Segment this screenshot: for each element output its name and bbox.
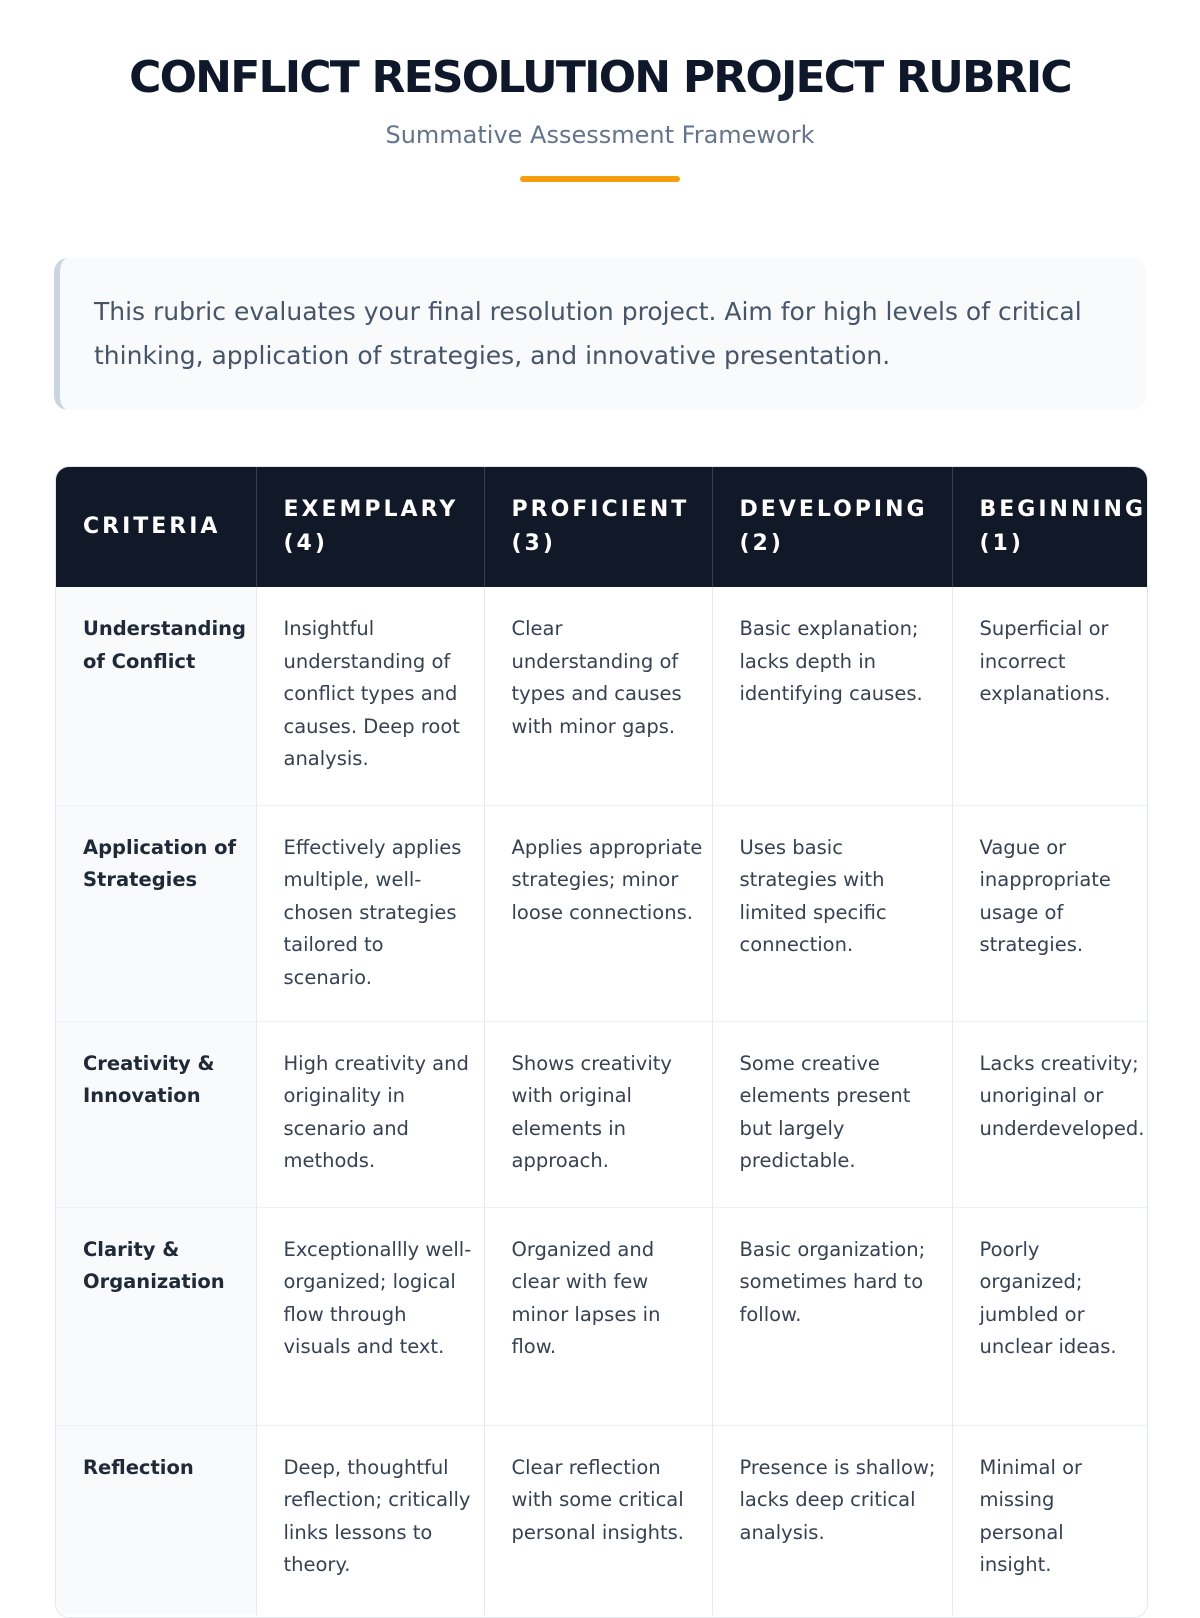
- title-accent-divider: [520, 176, 680, 182]
- intro-text: This rubric evaluates your final resolution project. Aim for high levels of critical thinking, application of strategies, and innovative presentation.: [94, 297, 1082, 370]
- beginning-cell: Lacks creativity; unoriginal or underdeveloped.: [952, 1021, 1147, 1207]
- beginning-cell: Superficial or incorrect explanations.: [952, 587, 1147, 805]
- column-header-criteria: CRITERIA: [56, 467, 256, 587]
- rubric-table-container: [55, 466, 1148, 1618]
- proficient-cell: Applies appropriate strategies; minor loose connections.: [484, 805, 712, 1021]
- proficient-cell: Shows creativity with original elements in approach.: [484, 1021, 712, 1207]
- table-row: [56, 805, 1147, 1021]
- rubric-table-body: [56, 587, 1147, 1615]
- developing-cell: Uses basic strategies with limited specific connection.: [712, 805, 952, 1021]
- column-header-beginning: BEGINNING (1): [952, 467, 1147, 587]
- proficient-cell: Organized and clear with few minor lapses in flow.: [484, 1207, 712, 1425]
- exemplary-cell: High creativity and originality in scenario and methods.: [256, 1021, 484, 1207]
- proficient-cell: Clear understanding of types and causes with minor gaps.: [484, 587, 712, 805]
- page-title: CONFLICT RESOLUTION PROJECT RUBRIC: [129, 52, 1071, 103]
- developing-cell: Presence is shallow; lacks deep critical analysis.: [712, 1425, 952, 1615]
- exemplary-cell: Deep, thoughtful reflection; critically links lessons to theory.: [256, 1425, 484, 1615]
- beginning-cell: Poorly organized; jumbled or unclear ideas.: [952, 1207, 1147, 1425]
- rubric-table: [56, 467, 1147, 1615]
- exemplary-cell: Effectively applies multiple, well-chosen strategies tailored to scenario.: [256, 805, 484, 1021]
- table-row: [56, 1425, 1147, 1615]
- criterion-cell: Creativity & Innovation: [56, 1021, 256, 1207]
- column-header-exemplary: EXEMPLARY (4): [256, 467, 484, 587]
- proficient-cell: Clear reflection with some critical personal insights.: [484, 1425, 712, 1615]
- table-row: [56, 1021, 1147, 1207]
- developing-cell: Basic explanation; lacks depth in identifying causes.: [712, 587, 952, 805]
- exemplary-cell: Exceptionallly well-organized; logical flow through visuals and text.: [256, 1207, 484, 1425]
- beginning-cell: Minimal or missing personal insight.: [952, 1425, 1147, 1615]
- criterion-cell: Understanding of Conflict: [56, 587, 256, 805]
- beginning-cell: Vague or inappropriate usage of strategies.: [952, 805, 1147, 1021]
- intro-callout: [54, 258, 1146, 410]
- table-row: [56, 587, 1147, 805]
- criterion-cell: Clarity & Organization: [56, 1207, 256, 1425]
- page-header: [0, 46, 1200, 182]
- exemplary-cell: Insightful understanding of conflict types and causes. Deep root analysis.: [256, 587, 484, 805]
- developing-cell: Basic organization; sometimes hard to follow.: [712, 1207, 952, 1425]
- header-row: [56, 467, 1147, 587]
- criterion-cell: Application of Strategies: [56, 805, 256, 1021]
- criterion-cell: Reflection: [56, 1425, 256, 1615]
- column-header-developing: DEVELOPING (2): [712, 467, 952, 587]
- developing-cell: Some creative elements present but largely predictable.: [712, 1021, 952, 1207]
- column-header-proficient: PROFICIENT (3): [484, 467, 712, 587]
- page-subtitle: Summative Assessment Framework: [385, 121, 815, 149]
- rubric-table-header: [56, 467, 1147, 587]
- table-row: [56, 1207, 1147, 1425]
